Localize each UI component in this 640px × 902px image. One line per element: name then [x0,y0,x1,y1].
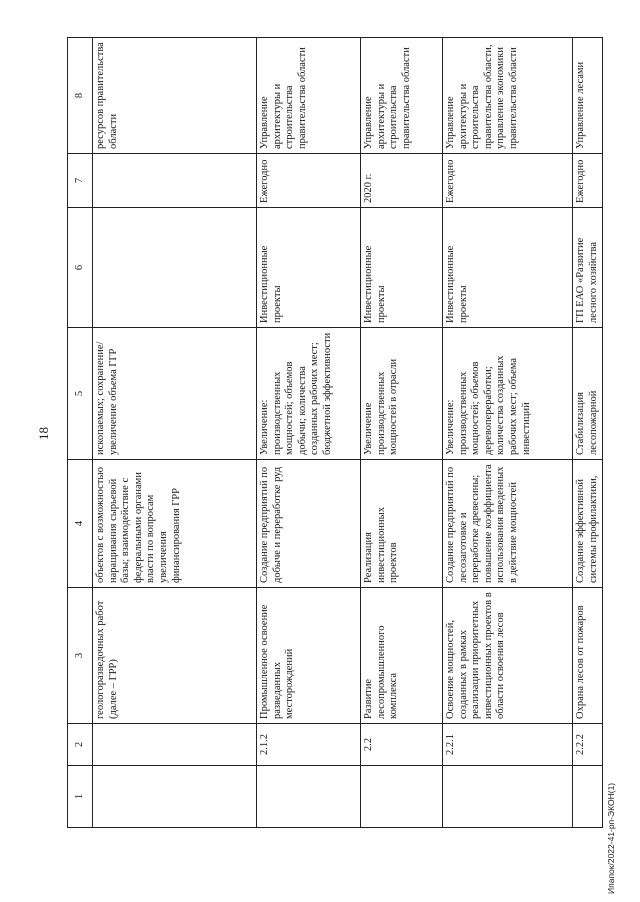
header-row [68,38,93,828]
cell: Развитие лесопромышленного комплекса [361,588,443,724]
cell: геологоразведочных работ (далее – ГРР) [93,588,257,724]
header-cell: 6 [68,208,93,328]
header-cell: 3 [68,588,93,724]
cell: Инвестиционные проекты [257,208,361,328]
cell: Инвестиционные проекты [361,208,443,328]
cell: Управление архитектуры и строительства правительства области [361,38,443,154]
cell: Управление архитектуры и строительства правительства области, управление экономики правительства области [443,38,573,154]
cell [93,154,257,208]
cell [361,766,443,828]
cell: Увеличение: производственных мощностей; объемов добычи; количества созданных рабочих мест; бюджетной эффективности [257,328,361,460]
header-cell: 5 [68,328,93,460]
cell: ископаемых; сохранение/увеличение объема ГГР [93,328,257,460]
cell: Создание эффективной системы профилактики, [573,460,603,588]
cell: Промышленное освоение разведанных месторождений [257,588,361,724]
cell: Ежегодно [257,154,361,208]
cell: объектов с возможностью наращивания сырьевой базы; взаимодействие с федеральными органами власти по вопросам увеличения финансирования ГРР [93,460,257,588]
table-row [257,38,361,828]
cell: Реализация инвестиционных проектов [361,460,443,588]
document-footer: Ипапок/2022-41-рп-ЭКОН(1) [606,782,616,894]
table-row [361,38,443,828]
cell: Создание предприятий по добыче и переработке руд [257,460,361,588]
cell: ГП ЕАО «Развитие лесного хозяйства [573,208,603,328]
cell: Стабилизация лесопожарной [573,328,603,460]
cell: Увеличение: производственных мощностей; объемов деревопереработки; количества созданных рабочих мест; объема инвестиций [443,328,573,460]
cell [93,766,257,828]
table-row [93,38,257,828]
header-cell: 2 [68,724,93,766]
header-cell: 8 [68,38,93,154]
cell [93,208,257,328]
cell: Управление лесами [573,38,603,154]
table-container [67,38,598,828]
header-cell: 4 [68,460,93,588]
cell: Освоение мощностей, созданных в рамках реализации приоритетных инвестиционных проектов в области освоения лесов [443,588,573,724]
cell: Ежегодно [443,154,573,208]
cell: Ежегодно [573,154,603,208]
plan-table [67,37,603,828]
cell: Увеличение производственных мощностей в отрасли [361,328,443,460]
table-row [573,38,603,828]
cell: 2.2.2 [573,724,603,766]
cell: Охрана лесов от пожаров [573,588,603,724]
cell: 2.1.2 [257,724,361,766]
cell [93,724,257,766]
cell [573,766,603,828]
cell: Создание предприятий по лесозаготовке и переработке древесины; повышение коэффициента использования введенных в действие мощностей [443,460,573,588]
cell: 2.2 [361,724,443,766]
table-row [443,38,573,828]
cell [257,766,361,828]
cell: Инвестиционные проекты [443,208,573,328]
cell [443,766,573,828]
header-cell: 1 [68,766,93,828]
header-cell: 7 [68,154,93,208]
cell: Управление архитектуры и строительства правительства области [257,38,361,154]
page-number: 18 [36,427,51,440]
cell: 2.2.1 [443,724,573,766]
cell: ресурсов правительства области [93,38,257,154]
cell: 2020 г. [361,154,443,208]
